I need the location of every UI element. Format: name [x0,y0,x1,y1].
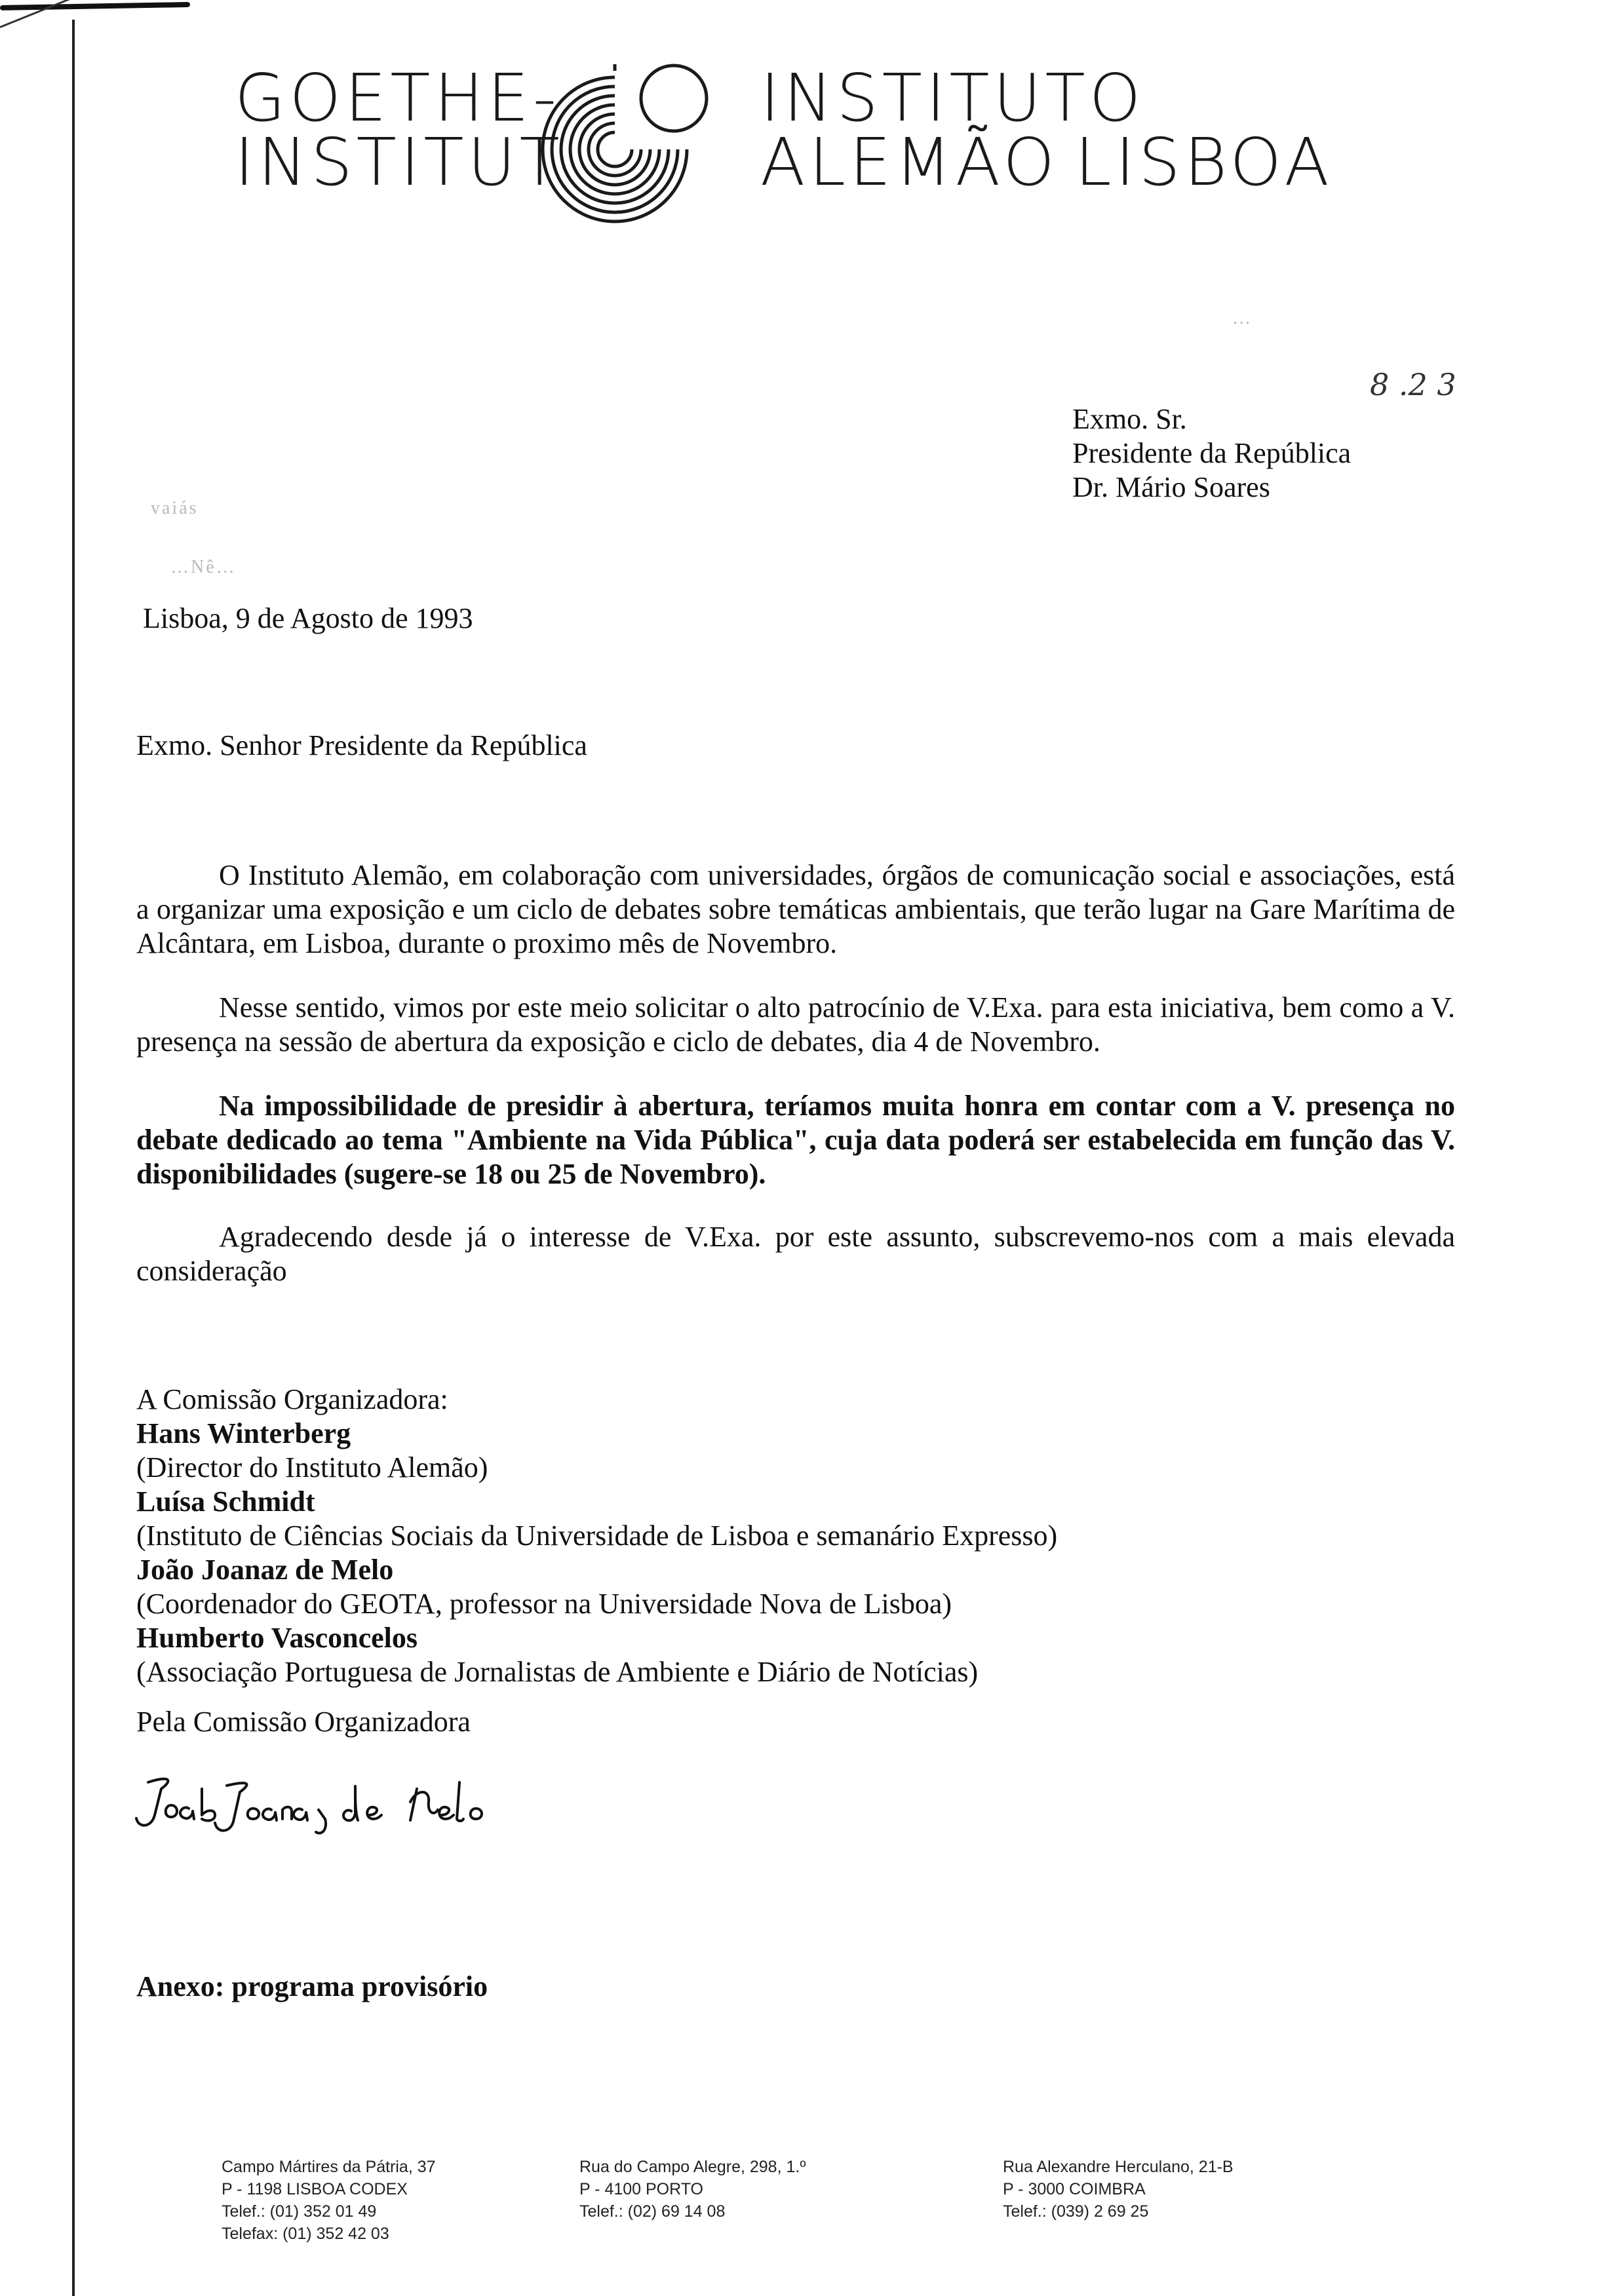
letterhead-name-line2: INSTITUT [235,124,564,201]
recipient-line: Dr. Mário Soares [1072,471,1270,503]
committee-heading: A Comissão Organizadora: [136,1383,448,1415]
letterhead-city: LISBOA [1075,124,1333,201]
scan-edge-line [72,20,75,2296]
goethe-logo-icon [537,51,714,235]
committee-block [136,1383,1057,1689]
received-stamp-faint: … [1232,308,1253,328]
footer-line: Rua do Campo Alegre, 298, 1.º [579,2158,806,2176]
footer-line: P - 4100 PORTO [579,2180,703,2198]
salutation: Exmo. Senhor Presidente da República [136,729,587,761]
letterhead-name-line1: GOETHE- [235,60,560,136]
committee-member-name: Luísa Schmidt [136,1485,315,1518]
footer-line: Telefax: (01) 352 42 03 [222,2225,389,2243]
body-paragraph: Nesse sentido, vimos por este meio solicitar o alto patrocínio de V.Exa. para esta iniciativa, bem como a V. presença na sessão de abertura da exposição e ciclo de debates, dia 4 de Novembro. [136,991,1455,1058]
committee-member-name: Hans Winterberg [136,1417,351,1449]
footer-address-lisboa [222,2156,436,2245]
committee-member-role: (Coordenador do GEOTA, professor na Universidade Nova de Lisboa) [136,1588,952,1620]
footer-address-porto [579,2156,806,2223]
body-paragraph: Agradecendo desde já o interesse de V.Exa. por este assunto, subscrevemo-nos com a mais elevada consideração [136,1221,1455,1287]
committee-member-name: Humberto Vasconcelos [136,1622,418,1654]
footer-line: Rua Alexandre Herculano, 21-B [1003,2158,1234,2176]
footer-address-coimbra [1003,2156,1234,2223]
body-paragraph: O Instituto Alemão, em colaboração com universidades, órgãos de comunicação social e associações, está a organizar uma exposição e um ciclo de debates sobre temáticas ambientais, que terão lugar na Gare Marítima de Alcântara, em Lisboa, durante o proximo mês de Novembro. [136,859,1455,959]
committee-member-role: (Director do Instituto Alemão) [136,1451,488,1483]
letterhead-pt-line2: ALEMÃO [760,124,1059,201]
footer-line: Telef.: (039) 2 69 25 [1003,2202,1149,2221]
letter-date: Lisboa, 9 de Agosto de 1993 [143,602,473,634]
footer-line: Campo Mártires da Pátria, 37 [222,2158,436,2176]
body-paragraph: Na impossibilidade de presidir à abertura, teríamos muita honra em contar com a V. presença no debate dedicado ao tema "Ambiente na Vida Pública", cuja data poderá ser estabelecida em função das V. disponibilidades (sugere-se 18 ou 25 de Novembro). [136,1090,1455,1190]
recipient-line: Exmo. Sr. [1072,403,1187,435]
received-stamp-faint: …Nê… [170,557,237,577]
footer-line: Telef.: (02) 69 14 08 [579,2202,726,2221]
footer-line: Telef.: (01) 352 01 49 [222,2202,377,2221]
scan-corner-mark [0,2,190,10]
annex-line: Anexo: programa provisório [136,1970,488,2002]
handwritten-signature [128,1763,522,1841]
committee-member-role: (Instituto de Ciências Sociais da Universidade de Lisboa e semanário Expresso) [136,1520,1058,1552]
footer-line: P - 1198 LISBOA CODEX [222,2180,408,2198]
footer-line: P - 3000 COIMBRA [1003,2180,1146,2198]
closing-line: Pela Comissão Organizadora [136,1706,471,1738]
committee-member-role: (Associação Portuguesa de Jornalistas de Ambiente e Diário de Notícias) [136,1656,979,1688]
reference-number-handwritten: 8 .2 3 [1370,367,1456,402]
committee-member-name: João Joanaz de Melo [136,1554,394,1586]
recipient-line: Presidente da República [1072,437,1352,469]
recipient-block [1072,402,1351,505]
letterhead-pt-line1: INSTITUTO [760,60,1145,136]
received-stamp-faint: vaiás [151,498,199,518]
